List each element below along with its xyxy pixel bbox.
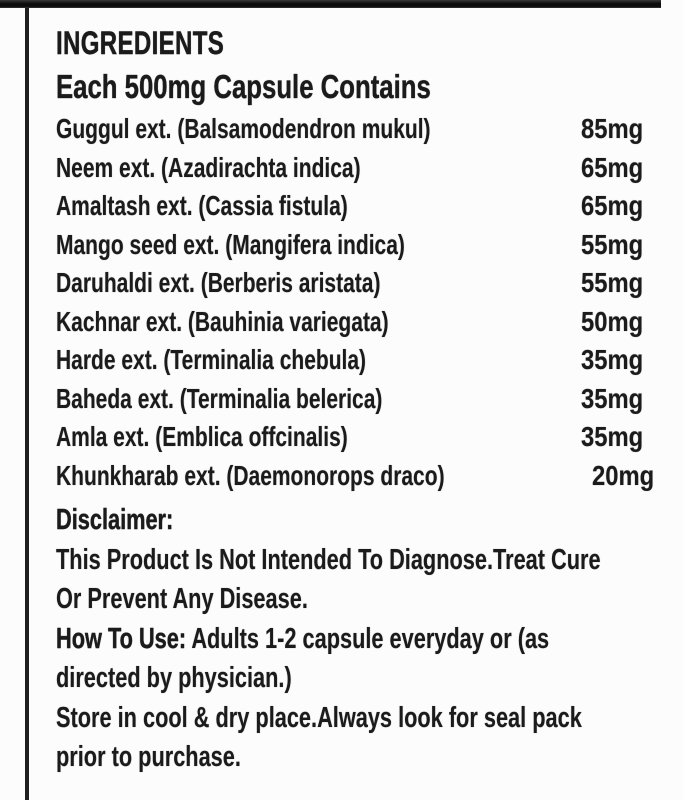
ingredient-name: Baheda ext. (Terminalia belerica) — [56, 382, 383, 414]
ingredient-row — [56, 187, 643, 226]
ingredient-row — [56, 418, 643, 457]
ingredient-amount: 35mg — [580, 421, 643, 452]
ingredient-name: Kachnar ext. (Bauhinia variegata) — [56, 305, 389, 337]
ingredient-row — [56, 457, 655, 496]
storage-line-1 — [56, 699, 643, 739]
ingredient-name: Amla ext. (Emblica offcinalis) — [56, 421, 348, 452]
ingredient-amount: 35mg — [580, 344, 643, 375]
ingredient-name: Neem ext. (Azadirachta indica) — [56, 151, 361, 183]
storage-line-2 — [56, 738, 643, 778]
storage-line-2-text: prior to purchase. — [56, 741, 241, 773]
ingredient-name: Amaltash ext. (Cassia fistula) — [56, 190, 348, 221]
disclaimer-line-1-text: This Product Is Not Intended To Diagnose.Treat Cure — [56, 543, 601, 576]
ingredients-heading-text: INGREDIENTS — [56, 25, 225, 61]
ingredient-amount: 65mg — [580, 151, 643, 183]
storage-line-1-text: Store in cool & dry place.Always look for seal pack — [56, 701, 582, 734]
ingredient-amount: 55mg — [580, 267, 643, 298]
label-footnotes — [56, 501, 643, 778]
ingredient-name: Mango seed ext. (Mangifera indica) — [56, 228, 405, 260]
ingredient-amount: 20mg — [591, 459, 655, 491]
top-border-bar — [0, 0, 661, 8]
ingredient-name: Khunkharab ext. (Daemonorops draco) — [56, 459, 445, 491]
ingredient-amount: 65mg — [580, 190, 643, 221]
ingredient-row — [56, 303, 643, 342]
disclaimer-line-2-text: Or Prevent Any Disease. — [56, 583, 308, 615]
disclaimer-line-2 — [56, 580, 643, 620]
how-to-use-line-1 — [56, 620, 643, 660]
ingredient-row — [56, 226, 643, 265]
disclaimer-line-1 — [56, 541, 643, 581]
capsule-contains-text: Each 500mg Capsule Contains — [56, 68, 431, 105]
capsule-contains-subtitle — [56, 64, 643, 110]
how-to-use-line-2 — [56, 659, 643, 699]
ingredient-row — [56, 380, 643, 419]
ingredient-amount: 85mg — [580, 113, 643, 144]
disclaimer-heading — [56, 501, 643, 541]
how-to-use-line-2-text: directed by physician.) — [56, 662, 292, 694]
ingredients-heading — [56, 22, 643, 64]
ingredient-row — [56, 110, 643, 149]
ingredient-name: Harde ext. (Terminalia chebula) — [56, 344, 367, 375]
ingredient-amount: 55mg — [580, 228, 643, 260]
ingredient-amount: 50mg — [580, 305, 643, 337]
ingredient-name: Daruhaldi ext. (Berberis aristata) — [56, 267, 381, 298]
ingredient-amount: 35mg — [580, 382, 643, 414]
ingredient-name: Guggul ext. (Balsamodendron mukul) — [56, 113, 431, 144]
ingredient-row — [56, 264, 643, 303]
ingredient-list — [56, 110, 655, 495]
disclaimer-heading-text: Disclaimer: — [56, 504, 174, 536]
label-content — [56, 22, 655, 778]
ingredient-row — [56, 341, 643, 380]
left-border-rule — [25, 8, 29, 800]
ingredient-row — [56, 149, 643, 188]
how-to-use-instructions: Adults 1-2 capsule everyday or (as — [191, 622, 550, 655]
how-to-use-heading: How To Use: — [56, 622, 187, 655]
